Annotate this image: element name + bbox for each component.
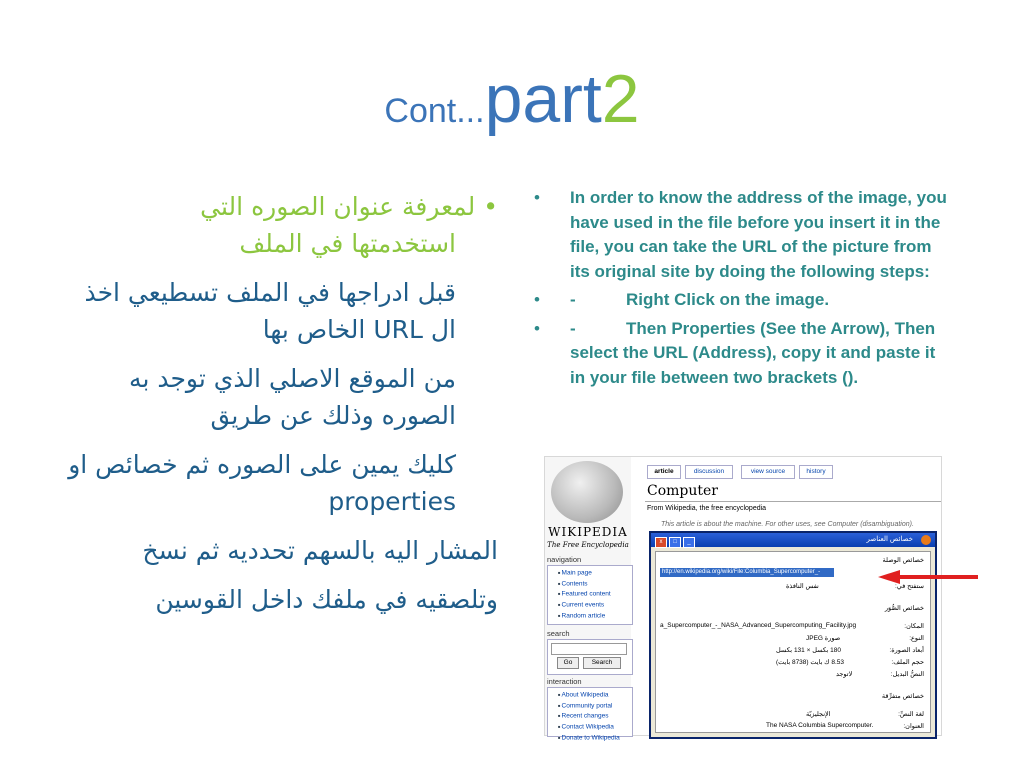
search-button[interactable]: Search <box>583 657 621 669</box>
wikipedia-screenshot <box>544 456 942 742</box>
alt-text-value: لاتوجد <box>836 671 853 678</box>
section-link-properties: خصائص الوصلة <box>882 557 924 564</box>
dialog-titlebar <box>651 533 935 547</box>
minimize-icon[interactable]: _ <box>683 537 695 548</box>
wiki-page-subtitle: From Wikipedia, the free encyclopedia <box>647 505 767 512</box>
nav-link[interactable]: ■ Current events <box>558 600 632 611</box>
wiki-logo-title: WIKIPEDIA <box>548 525 628 539</box>
arabic-para2: قبل ادراجها في الملف تسطيعي اخذ ال URL الخاص بها <box>84 278 456 344</box>
filesize-label: حجم الملف: <box>891 659 924 666</box>
interaction-link[interactable]: ■ About Wikipedia <box>558 690 632 701</box>
wiki-hatnote: This article is about the machine. For other uses, see Computer (disambiguation). <box>661 521 914 528</box>
arabic-para5: المشار اليه بالسهم تحدديه ثم نسخ <box>142 536 498 565</box>
wikipedia-globe-icon <box>551 461 623 523</box>
section-image-properties: خصائص الصُّوَر <box>884 605 924 612</box>
firefox-icon <box>921 535 931 545</box>
bullet-icon: • <box>534 318 540 338</box>
title-value: The NASA Columbia Supercomputer. <box>766 722 874 729</box>
item-dash: - <box>570 318 576 338</box>
english-item-1-text: In order to know the address of the image, you have used in the file before you insert it in the file, you can take the URL of the picture from its original site by doing the following steps: <box>570 188 947 281</box>
bullet-icon: • <box>483 192 498 221</box>
wiki-logo-subtitle: The Free Encyclopedia <box>547 541 629 549</box>
dialog-title: خصائص العناصر <box>866 536 913 543</box>
open-in-value: نفس النافذة <box>786 583 819 590</box>
wiki-sidebar <box>545 457 631 742</box>
maximize-icon[interactable]: □ <box>669 537 681 548</box>
wiki-page-title: Computer <box>647 483 718 499</box>
window-controls <box>655 535 697 549</box>
interaction-heading: interaction <box>547 677 582 686</box>
properties-dialog <box>649 531 937 739</box>
alt-text-label: النصُّ البديل: <box>890 671 924 678</box>
nav-link[interactable]: ■ Contents <box>558 579 632 590</box>
arabic-first-bullet <box>60 188 498 262</box>
english-item-2 <box>528 288 948 313</box>
interaction-link[interactable]: ■ Contact Wikipedia <box>558 722 632 733</box>
url-field[interactable]: http://en.wikipedia.org/wiki/File:Columbia_Supercomputer_-_NASA <box>660 568 834 577</box>
arabic-column <box>60 188 498 630</box>
tab-view-source[interactable]: view source <box>741 465 795 479</box>
language-value: الإنجليزيّة <box>806 711 831 718</box>
location-value: a_Supercomputer_-_NASA_Advanced_Supercomputing_Facility.jpg <box>660 622 857 629</box>
tab-history[interactable]: history <box>799 465 833 479</box>
title-part: part <box>484 61 602 137</box>
location-label: المكان: <box>904 623 924 630</box>
go-button[interactable]: Go <box>557 657 579 669</box>
dimensions-value: 180 بكسل × 131 بكسل <box>776 647 841 654</box>
nav-link[interactable]: ■ Random article <box>558 611 632 622</box>
nav-box <box>547 565 633 625</box>
close-icon[interactable]: x <box>655 537 667 548</box>
bullet-icon: • <box>534 188 540 207</box>
arabic-line2: استخدمتها في الملف <box>239 229 456 258</box>
tab-article[interactable]: article <box>647 465 681 479</box>
english-item-3 <box>528 317 948 391</box>
nav-link[interactable]: ■ Featured content <box>558 589 632 600</box>
title-divider <box>645 501 941 502</box>
interaction-box <box>547 687 633 742</box>
interaction-link[interactable]: ■ Donate to Wikipedia <box>558 733 632 744</box>
dimensions-label: أبعاد الصورة: <box>889 647 924 654</box>
open-in-label: ستفتح في: <box>895 583 924 590</box>
title-number: 2 <box>601 61 640 137</box>
red-arrow-icon <box>878 570 978 584</box>
search-input[interactable] <box>551 643 627 655</box>
arabic-para6: وتلصقيه في ملفك داخل القوسين <box>155 585 498 614</box>
section-misc-properties: خصائص متفرِّقة <box>881 693 924 700</box>
interaction-link[interactable]: ■ Recent changes <box>558 711 632 722</box>
language-label: لغة النصِّ: <box>898 711 924 718</box>
english-item-1 <box>528 186 948 284</box>
english-item-3-text: Then Properties (See the Arrow), Then select the URL (Address), copy it and paste it in your file between two brackets (). <box>570 318 936 387</box>
nav-heading: navigation <box>547 555 582 564</box>
arabic-para4: كليك يمين على الصوره ثم خصائص او properties <box>68 450 456 516</box>
type-value: صورة JPEG <box>806 635 841 642</box>
bullet-icon: • <box>534 290 540 309</box>
interaction-link[interactable]: ■ Community portal <box>558 701 632 712</box>
arabic-para3: من الموقع الاصلي الذي توجد به الصوره وذلك عن طريق <box>129 364 456 430</box>
search-heading: search <box>547 629 570 638</box>
slide-title <box>0 60 1024 138</box>
title-label: العنوان: <box>903 723 924 730</box>
nav-link[interactable]: ■ Main page <box>558 568 632 579</box>
tab-discussion[interactable]: discussion <box>685 465 733 479</box>
title-cont: Cont... <box>384 92 485 130</box>
type-label: النوع: <box>909 635 924 642</box>
english-column <box>528 186 948 394</box>
filesize-value: 8.53 ك بايت (8738 بايت) <box>776 659 844 666</box>
item-dash: - <box>570 290 576 309</box>
arabic-line1: لمعرفة عنوان الصوره التي <box>200 192 476 221</box>
english-item-2-text: Right Click on the image. <box>626 290 830 309</box>
